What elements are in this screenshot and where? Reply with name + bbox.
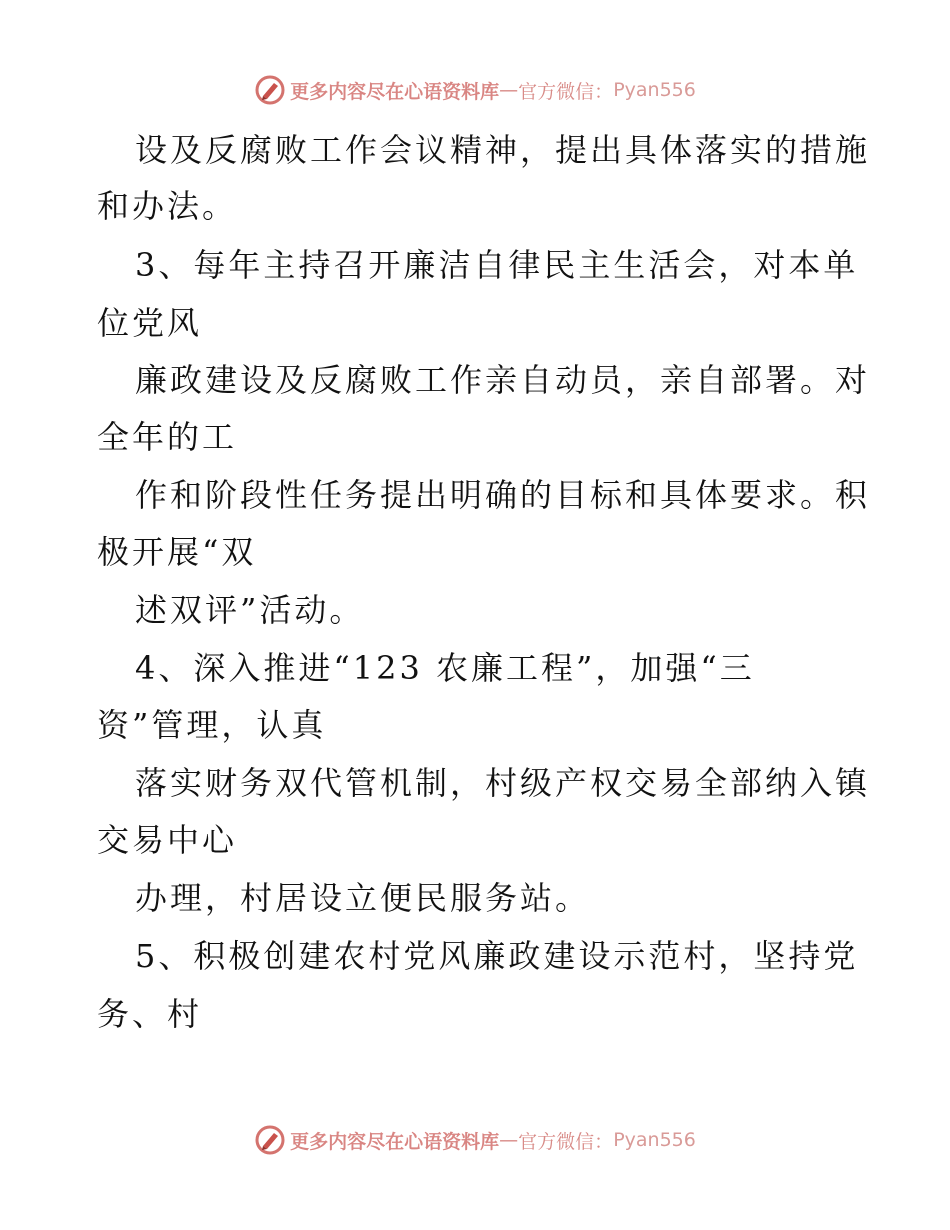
body-line: 位党风 bbox=[97, 304, 203, 342]
body-line: 资”管理，认真 bbox=[97, 706, 327, 744]
body-line: 办理，村居设立便民服务站。 bbox=[135, 879, 591, 917]
body-line: 和办法。 bbox=[97, 187, 238, 225]
watermark-banner-top bbox=[0, 70, 950, 110]
pen-seal-icon bbox=[254, 1124, 286, 1156]
watermark-contact-label: 官方微信： bbox=[518, 1130, 614, 1153]
body-line: 全年的工 bbox=[97, 418, 238, 456]
body-line: 设及反腐败工作会议精神，提出具体落实的措施 bbox=[135, 131, 871, 169]
body-line: 4、深入推进“123 农廉工程”，加强“三 bbox=[135, 649, 755, 687]
body-line: 极开展“双 bbox=[97, 533, 257, 571]
body-line: 务、村 bbox=[97, 995, 203, 1033]
watermark-brand: 更多内容尽在心语资料库 bbox=[290, 1130, 500, 1153]
watermark-separator: — bbox=[499, 79, 519, 101]
body-line: 述双评”活动。 bbox=[135, 591, 365, 629]
watermark-separator: — bbox=[499, 1129, 519, 1151]
body-line: 5、积极创建农村党风廉政建设示范村，坚持党 bbox=[135, 937, 859, 975]
body-line: 落实财务双代管机制，村级产权交易全部纳入镇 bbox=[135, 764, 871, 802]
body-line: 3、每年主持召开廉洁自律民主生活会，对本单 bbox=[135, 246, 859, 284]
pen-seal-icon bbox=[254, 74, 286, 106]
watermark-contact-handle: Pyan556 bbox=[613, 1129, 696, 1151]
watermark-brand: 更多内容尽在心语资料库 bbox=[290, 80, 500, 103]
watermark-contact-handle: Pyan556 bbox=[613, 79, 696, 101]
body-line: 作和阶段性任务提出明确的目标和具体要求。积 bbox=[135, 476, 871, 514]
body-line: 廉政建设及反腐败工作亲自动员，亲自部署。对 bbox=[135, 361, 871, 399]
body-line: 交易中心 bbox=[97, 821, 238, 859]
watermark-banner-bottom bbox=[0, 1120, 950, 1160]
watermark-contact-label: 官方微信： bbox=[518, 80, 614, 103]
